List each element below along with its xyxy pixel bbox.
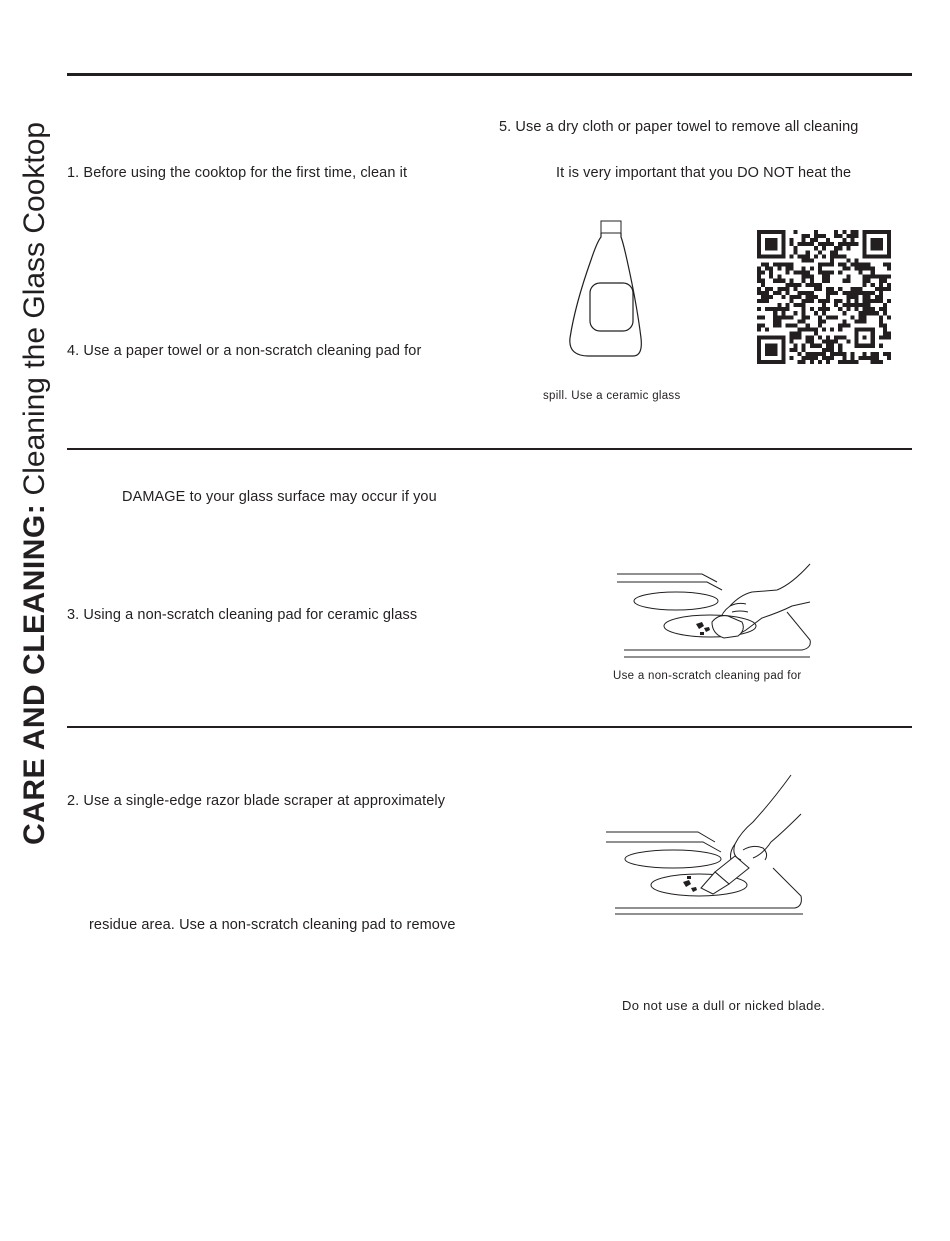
section-title [18, 122, 52, 845]
step-1-text: 1. Before using the cooktop for the first time, clean it [67, 165, 408, 181]
cleaner-bottle-icon [565, 220, 645, 360]
section-title-light: Cleaning the Glass Cooktop [18, 121, 51, 496]
residue-text: residue area. Use a non-scratch cleaning pad to remove [89, 917, 456, 933]
pad-caption: Use a non-scratch cleaning pad for [613, 670, 802, 682]
razor-scraper-illustration-icon [603, 772, 813, 920]
section-title-bold: CARE AND CLEANING: [18, 503, 51, 845]
step-3-text: 3. Using a non-scratch cleaning pad for ceramic glass [67, 607, 418, 623]
divider-top [67, 73, 912, 76]
cleaning-pad-illustration-icon [612, 562, 817, 662]
step-2-text: 2. Use a single-edge razor blade scraper at approximately [67, 793, 446, 809]
bottle-caption: spill. Use a ceramic glass [543, 390, 681, 402]
blade-caption: Do not use a dull or nicked blade. [622, 998, 826, 1013]
step-4-text: 4. Use a paper towel or a non-scratch cleaning pad for [67, 343, 422, 359]
damage-warning: DAMAGE to your glass surface may occur if you [122, 489, 437, 505]
important-note: It is very important that you DO NOT heat the [556, 165, 852, 181]
step-5-text: 5. Use a dry cloth or paper towel to remove all cleaning [499, 119, 859, 135]
divider-lower [67, 726, 912, 728]
qr-code-icon [757, 230, 891, 364]
divider-middle [67, 448, 912, 450]
